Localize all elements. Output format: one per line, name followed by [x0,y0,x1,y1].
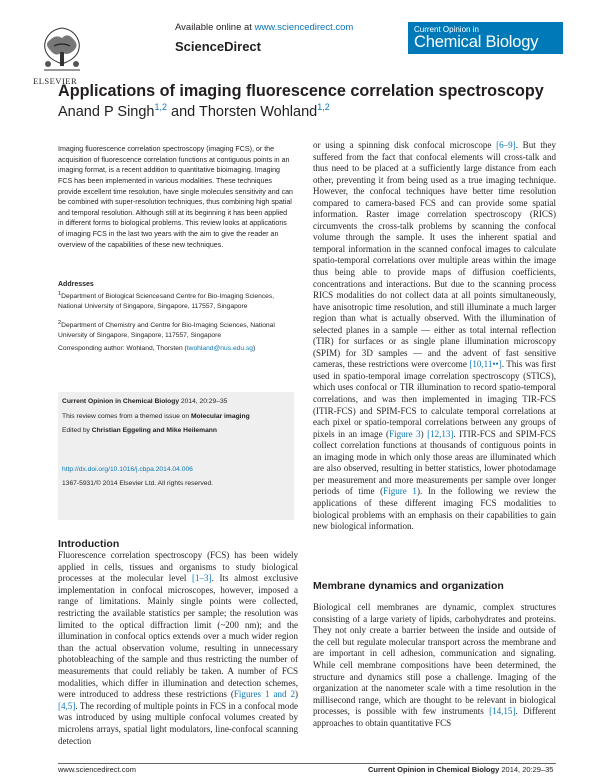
affiliation-marker[interactable]: 1,2 [154,102,167,112]
reference-link[interactable]: [6–9] [496,140,516,150]
addresses-heading: Addresses [58,281,94,288]
reference-link[interactable]: [12,13] [427,428,454,439]
body-text-right: or using a spinning disk confocal microscope [6–9]. But they suffered from the fact that confocal elements will cross-talk and thus need to be placed at a sufficiently large distance from each other, preventing it from being used as a true imaging technique. However, the confocal techniques have better time resolution compared to camera-based FCS and can provide some spatial information. Raster image correlation spectroscopy (RICS) circumvents the cross-talk problems by scanning the confocal volume through the sample. It uses the inherent spatial and temporal information in the scanned confocal images to calculate spatio-temporal correlations over multiple areas within the image thus being able to provide maps of diffusion coefficients, concentrations and interactions. But due to the scanning process RICS modalities do not collect data at all points simultaneously, have anisotropic time resolution, and still illuminate a much larger region than what is actually observed. With the illumination of selected planes in a sample — either as total internal reflection (TIR) for surfaces or as single plane illumination microscopy (SPIM) for 3D samples — and the advent of fast sensitive cameras, these restrictions were overcome [10,11••]. This was first used in spatio-temporal image correlation spectroscopy (STICS), which uses confocal or TIR illumination to record spatio-temporal correlations, and was then implemented in imaging TIR-FCS (ITIR-FCS) and SPIM-FCS to calculate temporal correlations at each pixel or spatio-temporal correlations between any groups of pixels in an image (Figure 3) [12,13]. ITIR-FCS and SPIM-FCS collect correlation functions at thousands of contiguous points in an imaging mode in which only those areas are illuminated which are also observed, resulting in better statistics, lower photodamage per measurement and more measurements per sample over longer periods of time (Figure 1). In the following we review the applications of these different imaging FCS modalities to biological problems with an emphasis on their capabilities to gain new biological information. [313,140,557,532]
journal-banner-small: Current Opinion in [414,25,479,34]
figure-link[interactable]: Figure 1 [383,486,417,497]
address-2: $^2$Department of Chemistry and Centre for Bio-Imaging Sciences, National University of Singapore, Singapore, 117557, Singapore [58,320,275,339]
address-1: $^1$Department of Biological Sciencesand Centre for Bio-Imaging Sciences, National University of Singapore, Singapore, 117557, Singapore [58,291,275,310]
introduction-text: Fluorescence correlation spectroscopy (FCS) has been widely applied in cells, tissues and organisms to study biological processes at the molecular level [1–3]. Its almost exclusive implementation in confocal microscopes, however, imposed a range of limitations. Mainly single points were collected, restricting the available statistics per sample; the resolution was limited to the optical diffraction limit (~200 nm); and the illumination in confocal optics extends over a much wider region than the actual observation volume, resulting in unnecessary photobleaching of the sample and thus restricting the number of measurements that could reliably be taken. A number of FCS modalities, which differ in illumination and detection schemes, were introduced to address these restrictions (Figures 1 and 2) [4,5]. The recording of multiple points in FCS in a confocal mode was introduced by using multiple confocal volumes created by microlens arrays, spatial light modulators, line-confocal scanning detection [58,550,298,746]
reference-link[interactable]: [4,5] [58,700,76,711]
figure-link[interactable]: Figure 3 [389,428,421,439]
citation-line: Current Opinion in Chemical Biology 2014, 20:29–35 [62,398,228,405]
author-name: Thorsten Wohland [199,103,318,120]
journal-banner [408,22,563,54]
available-online: Available online at www.sciencedirect.com [175,22,354,33]
article-title: Applications of imaging fluorescence correlation spectroscopy [58,82,544,100]
author-list: Anand P Singh$^{1,2}$ and Thorsten Wohland$^{1,2}$ [58,102,330,120]
reference-link[interactable]: [10,11••] [469,359,502,370]
copyright-line: 1367-5931/© 2014 Elsevier Ltd. All rights reserved. [62,480,214,487]
reference-link[interactable]: [1–3] [192,573,212,584]
doi-link[interactable]: http://dx.doi.org/10.1016/j.cbpa.2014.04.006 [62,466,193,473]
section-heading-membrane: Membrane dynamics and organization [313,580,504,592]
journal-banner-large: Chemical Biology [414,33,539,51]
abstract: Imaging fluorescence correlation spectroscopy (imaging FCS), or the acquisition of fluorescence correlation functions at contiguous points in an imaging format, is a recent addition to quantitative bioimaging. Imaging FCS has been implemented in various modalities. These techniques provide excellent time resolution, have single molecules sensitivity and can be combined with super-resolution techniques, thus combining high spatial and temporal resolution. Although still at its beginning it has been applied in different forms to biological problems. This review looks at applications of imaging FCS in the last two years with the aim to give the reader an overview of the capabilities of these new techniques. [58,145,294,249]
section-heading-introduction: Introduction [58,538,120,550]
figure-link[interactable]: Figures 1 and 2 [233,689,295,700]
platform-name: ScienceDirect [175,39,261,54]
reference-link[interactable]: [14,15] [489,706,516,717]
footer-citation: Current Opinion in Chemical Biology 2014, 20:29–35 [368,765,554,774]
membrane-text: Biological cell membranes are dynamic, complex structures consisting of a large variety of lipids, carbohydrates and proteins. They not only create a barrier between the inside and outside of the cell but regulate molecular transport across the membrane and are important in cell adhesion, communication and signaling. While cell membrane compositions have been determined, the structure and dynamics still pose a challenge. Imaging of the organization at the nanometer scale with a time resolution in the millisecond range, which are thought to be relevant in biological processes, is possible with few instruments [14,15]. Different approaches to obtain quantitative FCS [313,602,556,728]
affiliation-marker[interactable]: 1,2 [317,102,330,112]
themed-issue-line: This review comes from a themed issue on Molecular imaging [62,413,250,420]
publisher-name: ELSEVIER [33,76,78,86]
author-email-link[interactable]: twohland@nus.edu.sg [186,345,254,352]
footer-divider [58,763,556,764]
sciencedirect-link[interactable]: www.sciencedirect.com [254,22,354,33]
footer-website: www.sciencedirect.com [58,765,136,774]
elsevier-tree-logo [36,20,88,80]
doi-box [58,460,294,520]
corresponding-author: Corresponding author: Wohland, Thorsten (twohland@nus.edu.sg) [58,345,256,352]
author-name: Anand P Singh [58,103,155,120]
editors-line: Edited by Christian Eggeling and Mike Heilemann [62,427,217,434]
